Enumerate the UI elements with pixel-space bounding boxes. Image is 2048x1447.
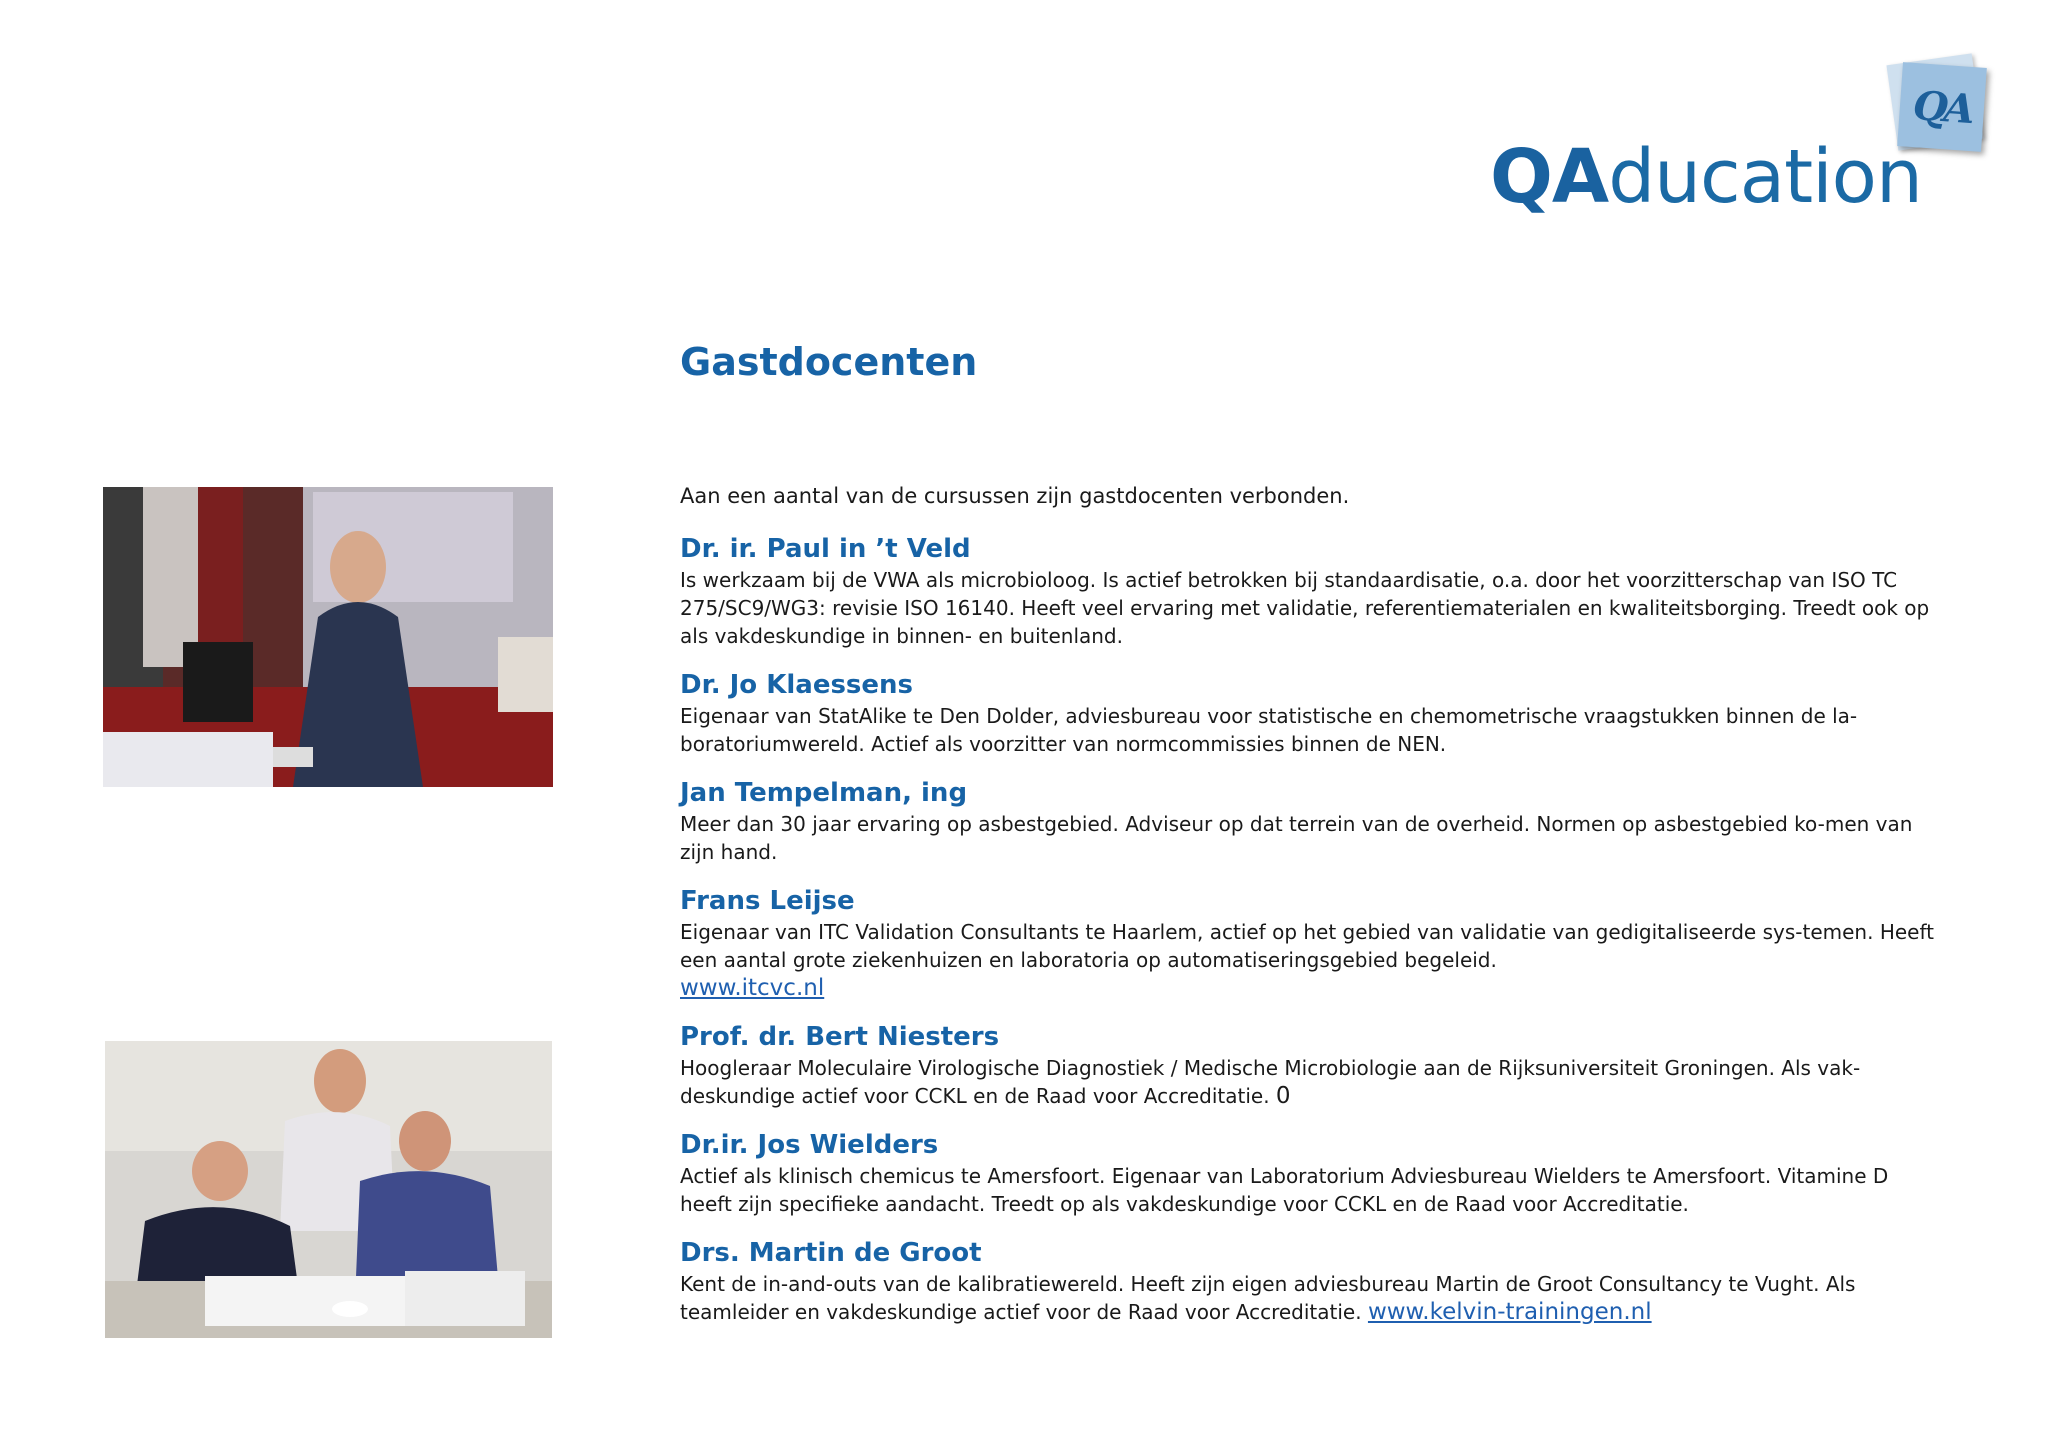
bio-text: Eigenaar van StatAlike te Den Dolder, adviesbureau voor statistische en chemometrische vraagstukken binnen de la-boratoriumwereld. Actief als voorzitter van normcommissies binnen de NEN. [680, 704, 1858, 756]
bio-jo-klaessens [680, 668, 1940, 758]
page-title: Gastdocenten [680, 340, 978, 384]
logo-ducation: ducation [1608, 134, 1922, 220]
bio-text-line [680, 1270, 1940, 1326]
bio-name: Drs. Martin de Groot [680, 1238, 982, 1268]
bio-name: Jan Tempelman, ing [680, 778, 968, 808]
intro-text: Aan een aantal van de cursussen zijn gastdocenten verbonden. [680, 484, 1350, 508]
bio-bert-niesters [680, 1020, 1940, 1110]
bio-frans-leijse [680, 884, 1940, 1002]
bio-name: Frans Leijse [680, 886, 855, 916]
bio-text: Hoogleraar Moleculaire Virologische Diagnostiek / Medische Microbiologie aan de Rijksuniversiteit Groningen. Als vak-deskundige actief voor CCKL en de Raad voor Accreditatie. [680, 1056, 1861, 1108]
itcvc-link[interactable]: www.itcvc.nl [680, 975, 825, 1001]
kelvin-trainingen-link[interactable]: www.kelvin-trainingen.nl [1367, 1299, 1652, 1325]
logo-wordmark [1490, 134, 1922, 220]
bio-text: Eigenaar van ITC Validation Consultants te Haarlem, actief op het gebied van validatie van gedigitaliseerde sys-temen. Heeft een aantal grote ziekenhuizen en laboratoria op automatiseringsgebied begeleid. [680, 920, 1934, 972]
bio-text: Kent de in-and-outs van de kalibratiewereld. Heeft zijn eigen adviesbureau Martin de Groot Consultancy te Vught. Als teamleider en vakdeskundige actief voor de Raad voor Accreditatie. [680, 1272, 1856, 1324]
logo-qa: QA [1490, 134, 1609, 220]
qaducation-logo [1490, 55, 1990, 220]
bio-jos-wielders [680, 1128, 1940, 1218]
bio-text: Actief als klinisch chemicus te Amersfoort. Eigenaar van Laboratorium Adviesbureau Wielders te Amersfoort. Vitamine D heeft zijn specifieke aandacht. Treedt op als vakdeskundige voor CCKL en de Raad voor Accreditatie. [680, 1164, 1889, 1216]
bio-tail: 0 [1275, 1083, 1291, 1109]
bio-link-line [680, 974, 1940, 1002]
bio-name: Dr. ir. Paul in ’t Veld [680, 534, 971, 564]
bio-jan-tempelman [680, 776, 1940, 866]
meeting-photo [105, 1041, 552, 1338]
bio-martin-de-groot [680, 1236, 1940, 1326]
bio-paul-in-t-veld [680, 532, 1940, 650]
guest-lecturers-content [680, 482, 1940, 1344]
bio-name: Dr.ir. Jos Wielders [680, 1130, 939, 1160]
bio-text: Is werkzaam bij de VWA als microbioloog. Is actief betrokken bij standaardisatie, o.a. door het voorzitterschap van ISO TC 275/SC9/WG3: revisie ISO 16140. Heeft veel ervaring met validatie, referentiematerialen en kwaliteitsborging. Treedt ook op als vakdeskundige in binnen- en buitenland. [680, 568, 1930, 648]
presenter-photo [103, 487, 553, 787]
bio-text-line [680, 1054, 1940, 1110]
bio-name: Dr. Jo Klaessens [680, 670, 914, 700]
logo-mark-text: QA [1911, 81, 1973, 133]
bio-text: Meer dan 30 jaar ervaring op asbestgebied. Adviseur op dat terrein van de overheid. Normen op asbestgebied ko-men van zijn hand. [680, 812, 1913, 864]
bio-name: Prof. dr. Bert Niesters [680, 1022, 1000, 1052]
